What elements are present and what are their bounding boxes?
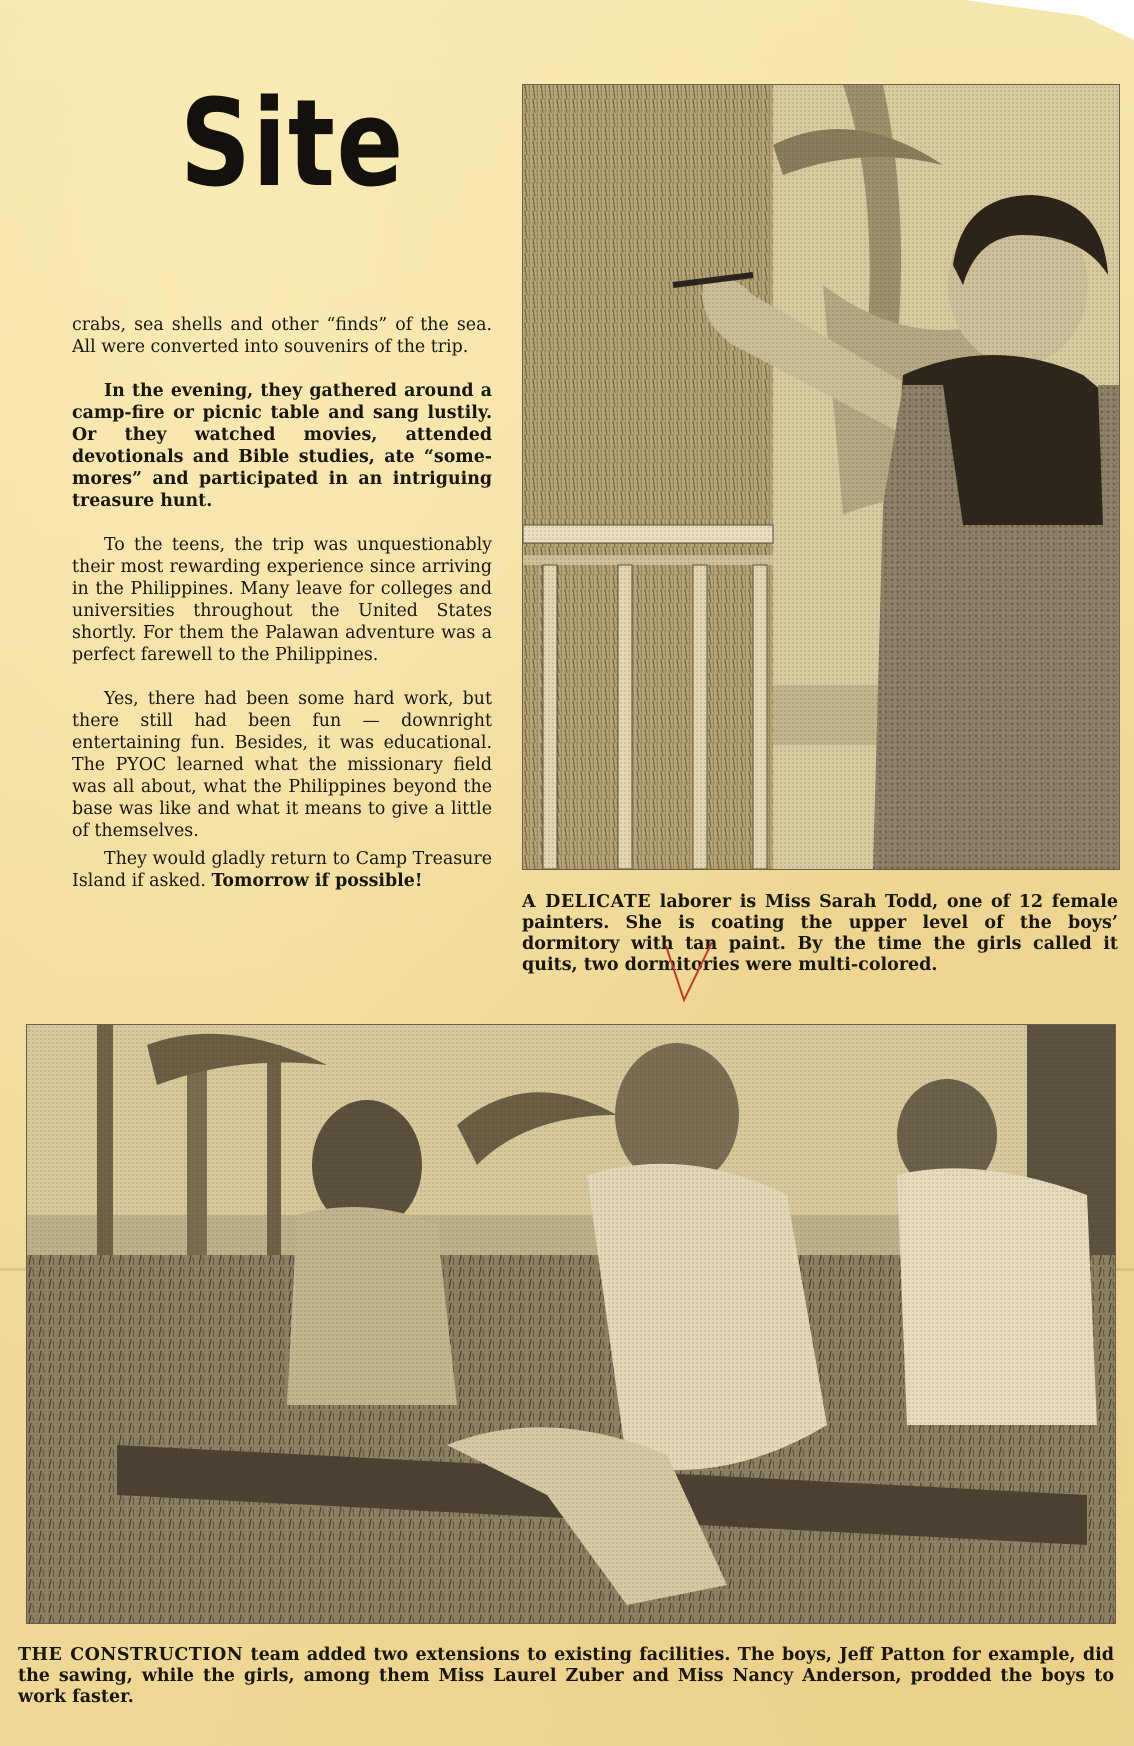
torn-corner (964, 0, 1134, 40)
caption-construction-text: team added two extensions to existing facilities. The boys, Jeff Patton for example, did the sawing, while the girls, among them Miss Laurel Zuber and Miss Nancy Anderson, prodded the boys to work faster. (18, 1645, 1114, 1707)
photo-painter (522, 84, 1120, 870)
photo-painter-image (523, 85, 1119, 869)
red-pen-check-mark (660, 940, 720, 1030)
closing-text: They would gladly return to Camp Treasure Island if asked. (72, 849, 492, 891)
caption-painter-lead: A DELICATE (522, 892, 652, 912)
caption-painter-text: laborer is Miss Sarah Todd, one of 12 female painters. She is coating the upper level of the boys’ dormitory with tan paint. By the time the girls called it quits, two dormitories were multi-colored. (522, 892, 1119, 975)
caption-construction (18, 1645, 1114, 1708)
headline: Site (180, 75, 405, 214)
paragraph-5 (72, 848, 492, 892)
paragraph-2: In the evening, they gathered around a camp-fire or picnic table and sang lustily. Or they watched movies, attended devotionals and Bible studies, ate “some-mores” and participated in an intriguing treasure hunt. (72, 381, 492, 511)
caption-painter (522, 892, 1118, 976)
paragraph-4: Yes, there had been some hard work, but there still had been fun — downright entertaining fun. Besides, it was educational. The PYOC learned what the missionary field was all about, what the Philippines beyond the base was like and what it means to give a little of themselves. (72, 689, 492, 841)
photo-construction-team (26, 1024, 1116, 1624)
photo-construction-image (27, 1025, 1115, 1623)
paragraph-1: crabs, sea shells and other “finds” of the sea. All were converted into souvenirs of the trip. (72, 315, 492, 357)
caption-construction-lead: THE CONSTRUCTION (18, 1645, 244, 1665)
closing-bold: Tomorrow if possible! (211, 871, 423, 891)
article-body (72, 314, 492, 914)
paragraph-3: To the teens, the trip was unquestionably their most rewarding experience since arriving in the Philippines. Many leave for colleges and universities throughout the United States shortly. For them the Palawan adventure was a perfect farewell to the Philippines. (72, 535, 492, 665)
